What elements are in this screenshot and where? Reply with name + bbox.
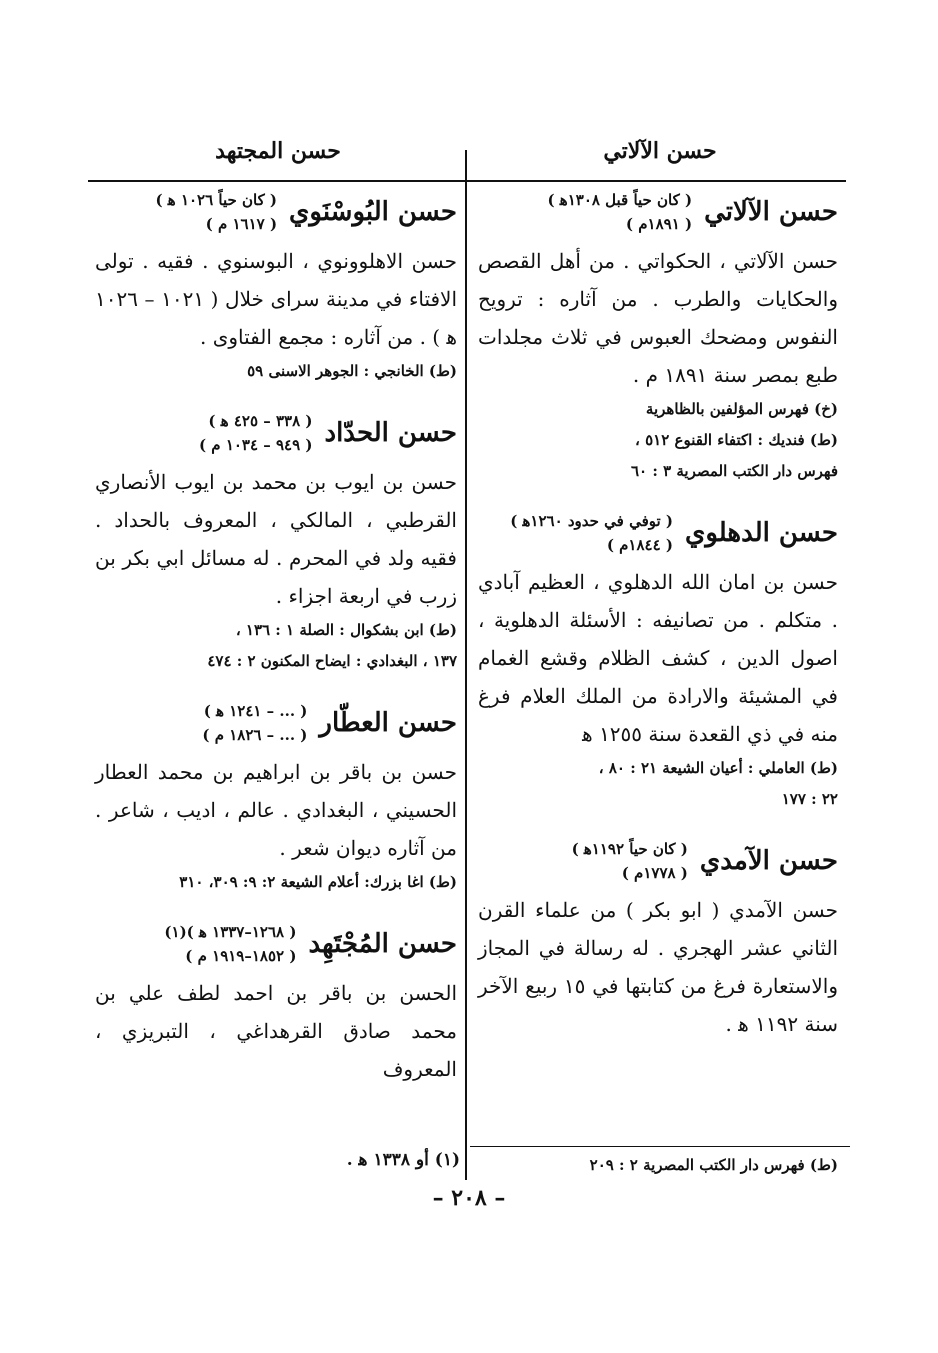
left-column-header: حسن المجتهد bbox=[215, 138, 341, 164]
entry-hasan-alalati bbox=[478, 188, 838, 487]
footnote: (١) أو ١٣٣٨ ﻫ . bbox=[346, 1150, 460, 1170]
page-number: – ٢٠٨ – bbox=[432, 1185, 506, 1211]
entry-dates-gregorian: ( ... – ١٨٢٦ م ) bbox=[202, 726, 308, 744]
entry-dates-gregorian: ( ١٨٥٢–١٩١٩ م ) bbox=[185, 947, 297, 965]
entry-hasan-alamidi bbox=[478, 837, 838, 1043]
entry-dates bbox=[155, 188, 277, 236]
column-divider bbox=[465, 150, 467, 1180]
entry-reference: (ط) الخانجي : الجوهر الاسنى ٥٩ bbox=[247, 362, 457, 380]
entry-body: حسن الآمدي ( ابو بكر ) من علماء القرن الثاني عشر الهجري . له رسالة في المجاز والاستعارة فرغ من كتابتها في ١٥ ربيع الآخر سنة ١١٩٢ ﻫ . bbox=[478, 898, 839, 1036]
entry-dates-gregorian: ( ١٧٧٨م ) bbox=[621, 864, 688, 882]
entry-dates bbox=[572, 837, 688, 885]
entry-hasan-alhaddad bbox=[95, 409, 457, 677]
entry-body: حسن بن امان الله الدهلوي ، العظيم آبادي . متكلم . من تصانيفه : الأسئلة الدهلوية ، اصول الدين ، كشف الظلام وقشع الغمام في المشيئة والارادة من الملك العلام فرغ منه في ذي القعدة سنة ١٢٥٥ ﻫ bbox=[478, 570, 838, 746]
entry-name: حسن العطّار bbox=[319, 708, 457, 738]
entry-body: الحسن بن باقر بن احمد لطف علي بن محمد صادق القرهداغي ، التبريزي ، المعروف bbox=[95, 981, 457, 1081]
entry-body: حسن بن ايوب بن محمد بن ايوب الأنصاري القرطبي ، المالكي ، المعروف بالحداد . فقيه ولد في المحرم . له مسائل ابي بكر بن زرب في اربعة اجزاء . bbox=[95, 470, 457, 608]
right-column-bottom-ref bbox=[478, 1150, 838, 1181]
entry-dates bbox=[547, 188, 692, 236]
entry-name: حسن الآمدي bbox=[699, 846, 838, 876]
entry-hasan-almujtahid bbox=[95, 920, 457, 1088]
entry-reference: فهرس دار الكتب المصرية ٣ : ٦٠ bbox=[630, 462, 838, 480]
entry-dates-gregorian: ( ١٨٩١م ) bbox=[625, 215, 693, 233]
entry-reference: (ط) فهرس دار الكتب المصرية ٢ : ٢٠٩ bbox=[589, 1156, 838, 1174]
entry-hasan-alattar bbox=[95, 699, 457, 898]
entry-dates-hijri: ( ٣٣٨ – ٤٢٥ ﻫ ) bbox=[208, 412, 313, 430]
entry-dates-hijri: ( توفي في حدود ١٢٦٠ﻫ ) bbox=[510, 512, 673, 530]
entry-name: حسن الآلاتي bbox=[704, 197, 838, 227]
right-column-header: حسن الآلاتي bbox=[603, 138, 717, 164]
entry-dates bbox=[510, 509, 673, 557]
entry-reference: (ط) اغا بزرك: أعلام الشيعة ٢: ٩: ٣٠٩، ٣١٠ bbox=[179, 873, 457, 891]
entry-heading bbox=[478, 188, 838, 236]
entry-dates-gregorian: ( ١٨٤٤م ) bbox=[606, 536, 673, 554]
entry-heading bbox=[95, 409, 457, 457]
entry-heading bbox=[95, 920, 457, 968]
entry-name: حسن البُوسْنَوي bbox=[289, 197, 457, 227]
entry-dates-hijri: ( كان حياً ١٠٢٦ ﻫ ) bbox=[155, 191, 278, 209]
entry-dates-hijri: ( كان حياً ١١٩٢ﻫ ) bbox=[571, 840, 688, 858]
entry-dates bbox=[202, 699, 307, 747]
entry-heading bbox=[95, 699, 457, 747]
entry-name: حسن الحدّاد bbox=[324, 418, 457, 448]
entry-dates-hijri: ( ... – ١٢٤١ ﻫ ) bbox=[203, 702, 308, 720]
entry-reference: (خ) فهرس المؤلفين بالظاهرية bbox=[645, 400, 838, 418]
right-column bbox=[478, 188, 838, 1065]
entry-hasan-albusnawi bbox=[95, 188, 457, 387]
entry-reference: (ط) فنديك : اكتفاء القنوع ٥١٢ ، bbox=[635, 431, 838, 449]
entry-body: حسن بن باقر بن ابراهيم بن محمد العطار الحسيني ، البغدادي . عالم ، اديب ، شاعر . من آثاره ديوان شعر . bbox=[95, 760, 457, 860]
entry-heading bbox=[478, 837, 838, 885]
entry-dates-hijri: ( ١٢٦٨–١٣٣٧ ﻫ )(١) bbox=[164, 923, 297, 941]
reference-rule bbox=[470, 1146, 850, 1147]
entry-reference: (ط) العاملي : أعيان الشيعة ٢١ : ٨٠ ، bbox=[598, 759, 838, 777]
left-column bbox=[95, 188, 457, 1110]
entry-dates bbox=[199, 409, 313, 457]
entry-dates bbox=[164, 920, 296, 968]
entry-heading bbox=[95, 188, 457, 236]
entry-body: حسن الآلاتي ، الحكواتي . من أهل القصص والحكايات والطرب . من آثاره : ترويح النفوس ومضحك العبوس في ثلاث مجلدات طبع بمصر سنة ١٨٩١ م . bbox=[478, 249, 838, 387]
entry-dates-hijri: ( كان حياً قبل ١٣٠٨ﻫ ) bbox=[547, 191, 693, 209]
entry-reference: ١٣٧ ، البغدادي : ايضاح المكنون ٢ : ٤٧٤ bbox=[207, 652, 457, 670]
entry-name: حسن الدهلوي bbox=[684, 518, 838, 548]
entry-hasan-aldahlawi bbox=[478, 509, 838, 815]
header-rule bbox=[88, 180, 846, 182]
entry-name: حسن المُجْتَهِد bbox=[308, 929, 457, 959]
entry-dates-gregorian: ( ٩٤٩ – ١٠٣٤ م ) bbox=[198, 436, 313, 454]
entry-heading bbox=[478, 509, 838, 557]
entry-reference: (ط) ابن بشكوال : الصلة ١ : ١٣٦ ، bbox=[235, 621, 457, 639]
entry-body: حسن الاهلوونوي ، البوسنوي . فقيه . تولى الافتاء في مدينة سراى خلال ( ١٠٢١ – ١٠٢٦ ﻫ ) . من آثاره : مجمع الفتاوى . bbox=[95, 249, 457, 349]
entry-reference: ٢٢ : ١٧٧ bbox=[781, 790, 838, 808]
entry-dates-gregorian: ( ١٦١٧ م ) bbox=[205, 215, 278, 233]
